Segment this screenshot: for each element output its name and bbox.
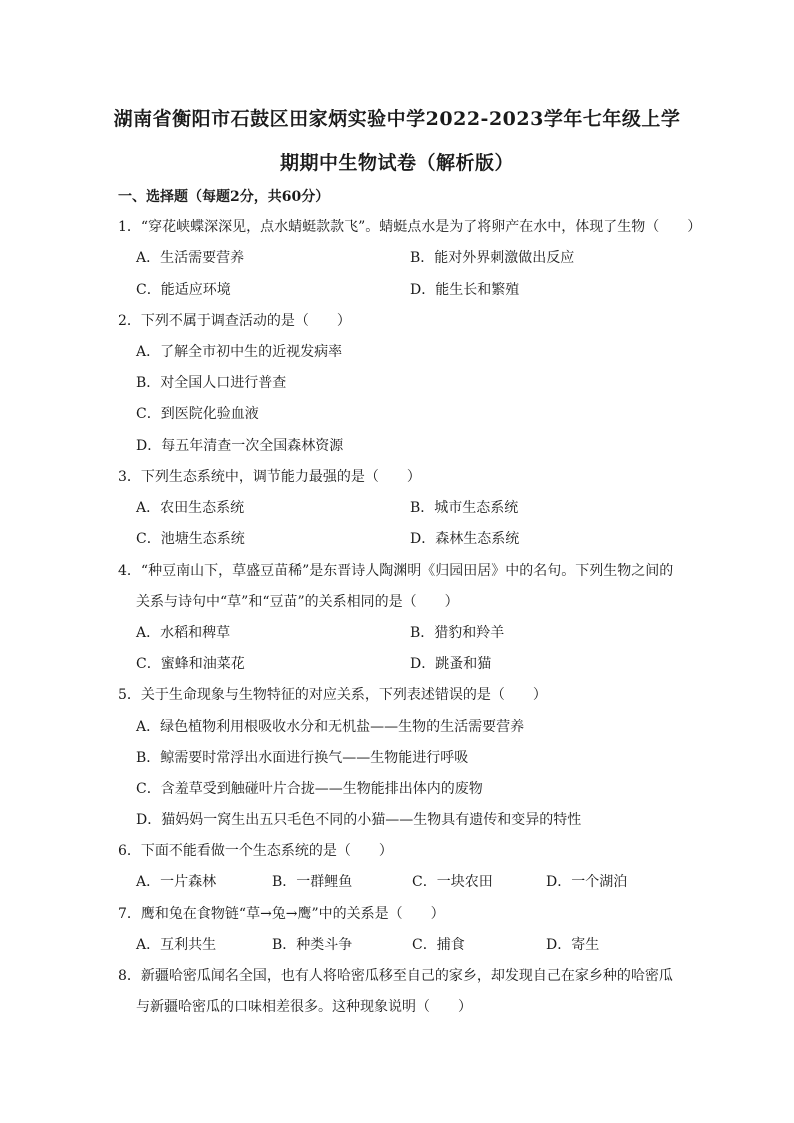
question-4-option-c: C．蜜蜂和油菜花 bbox=[136, 656, 245, 672]
question-4-stem-continued: 关系与诗句中“草”和“豆苗”的关系相同的是（ ） bbox=[136, 594, 459, 610]
question-2-option-c: C．到医院化验血液 bbox=[136, 406, 259, 422]
question-2-option-d: D．每五年清查一次全国森林资源 bbox=[136, 438, 344, 454]
question-1-option-a: A．生活需要营养 bbox=[136, 250, 245, 266]
question-1-option-b: B．能对外界刺激做出反应 bbox=[410, 250, 575, 266]
question-8-stem-continued: 与新疆哈密瓜的口味相差很多。这种现象说明（ ） bbox=[136, 999, 472, 1015]
question-1-stem: 1．“穿花峡蝶深深见，点水蜻蜓款款飞”。蜻蜓点水是为了将卵产在水中，体现了生物（ ） bbox=[118, 219, 702, 235]
question-1-option-c: C．能适应环境 bbox=[136, 282, 231, 298]
question-6-stem: 6．下面不能看做一个生态系统的是（ ） bbox=[118, 843, 393, 859]
question-5-option-a: A．绿色植物利用根吸收水分和无机盐——生物的生活需要营养 bbox=[136, 719, 525, 735]
question-3-option-c: C．池塘生态系统 bbox=[136, 531, 245, 547]
doc-title-line2: 期期中生物试卷（解析版） bbox=[279, 152, 514, 174]
question-7-stem: 7．鹰和兔在食物链“草→兔→鹰”中的关系是（ ） bbox=[118, 906, 445, 922]
question-4-option-b: B．猎豹和羚羊 bbox=[410, 625, 505, 641]
question-6-option-a: A．一片森林 bbox=[136, 874, 217, 890]
question-3-option-d: D．森林生态系统 bbox=[410, 531, 520, 547]
question-2-stem: 2．下列不属于调查活动的是（ ） bbox=[118, 313, 351, 329]
question-7-option-c: C．捕食 bbox=[412, 937, 465, 953]
question-6-option-d: D．一个湖泊 bbox=[546, 874, 628, 890]
question-3-stem: 3．下列生态系统中，调节能力最强的是（ ） bbox=[118, 469, 421, 485]
question-5-option-d: D．猫妈妈一窝生出五只毛色不同的小猫——生物具有遗传和变异的特性 bbox=[136, 812, 582, 828]
question-1-option-d: D．能生长和繁殖 bbox=[410, 282, 520, 298]
section-heading: 一、选择题（每题2分，共60分） bbox=[118, 189, 330, 205]
question-2-option-a: A．了解全市初中生的近视发病率 bbox=[136, 344, 343, 360]
doc-title-line1: 湖南省衡阳市石鼓区田家炳实验中学2022-2023学年七年级上学 bbox=[113, 108, 681, 130]
question-6-option-c: C．一块农田 bbox=[412, 874, 493, 890]
question-8-stem: 8．新疆哈密瓜闻名全国，也有人将哈密瓜移至自己的家乡，却发现自己在家乡种的哈密瓜 bbox=[118, 968, 673, 984]
question-5-stem: 5．关于生命现象与生物特征的对应关系，下列表述错误的是（ ） bbox=[118, 687, 547, 703]
question-5-option-b: B．鲸需要时常浮出水面进行换气——生物能进行呼吸 bbox=[136, 750, 469, 766]
question-5-option-c: C．含羞草受到触碰叶片合拢——生物能排出体内的废物 bbox=[136, 781, 483, 797]
question-4-stem: 4．“种豆南山下，草盛豆苗稀”是东晋诗人陶渊明《归园田居》中的名句。下列生物之间的 bbox=[118, 563, 674, 579]
question-7-option-a: A．互利共生 bbox=[136, 937, 217, 953]
question-3-option-a: A．农田生态系统 bbox=[136, 500, 245, 516]
question-3-option-b: B．城市生态系统 bbox=[410, 500, 519, 516]
question-6-option-b: B．一群鲤鱼 bbox=[272, 874, 353, 890]
question-2-option-b: B．对全国人口进行普查 bbox=[136, 375, 287, 391]
question-4-option-a: A．水稻和稗草 bbox=[136, 625, 231, 641]
question-4-option-d: D．跳蚤和猫 bbox=[410, 656, 492, 672]
question-7-option-b: B．种类斗争 bbox=[272, 937, 353, 953]
question-7-option-d: D．寄生 bbox=[546, 937, 600, 953]
